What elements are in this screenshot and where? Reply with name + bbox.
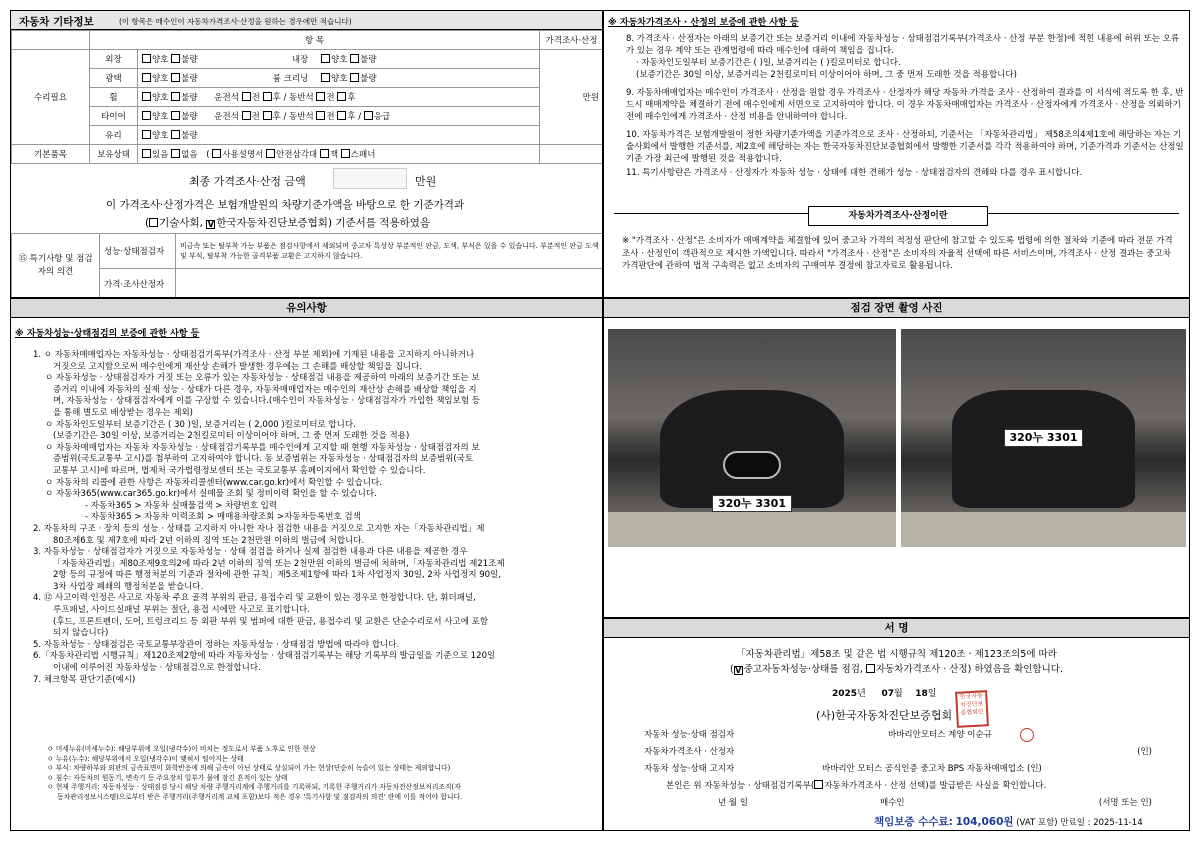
sign-parties: 자동차 성능·상태 점검자 바바리안모터스 계양 이순규 자동차가격조사 · 산정자 (인) 자동차 성능·상태 고지자 바바리안 모터스 공식인증 중고차 BPS 자동차매매업소 (인) 본인은 위 자동차성능 · 상태점검기록부( 자동차가격조사 · 산정 선택)를 발급받은 사실을 확인합니다. 년 월 일 매수인 (서명 또는 인): [644, 730, 1152, 808]
final-price-label: 최종 가격조사·산정 금액: [189, 175, 306, 188]
final-price-input[interactable]: [333, 168, 407, 189]
row-label: 타이어: [90, 107, 138, 126]
notice-line: 「자동차관리법」제80조제9호의2에 따라 2년 이하의 징역 또는 2천만원 이하의 벌금에 처하며,「자동차관리법 제21조제: [53, 558, 505, 569]
notice-line: 을 통해 별도로 배상받는 경우는 제외): [53, 407, 193, 418]
checkbox[interactable]: [142, 111, 151, 120]
possess-label: 보유상태: [90, 145, 138, 164]
checkbox[interactable]: [242, 92, 251, 101]
criteria-list: [47, 745, 603, 803]
sign-org: (사)한국자동차진단보증협회: [816, 709, 953, 722]
inspector-seal-icon: [1020, 728, 1034, 742]
checkbox-checked[interactable]: V: [207, 220, 214, 229]
checkbox[interactable]: [142, 73, 151, 82]
notice-line: ㅇ 자동차의 리콜에 관한 사항은 자동차리콜센터(www.car.go.kr)에서 확인할 수 있습니다.: [45, 477, 382, 488]
checkbox[interactable]: [320, 149, 329, 158]
price-definition-note: ※ "가격조사 · 산정"은 소비자가 매매계약을 체결함에 있어 중고차 가격의 적정성 판단에 참고할 수 있도록 법령에 의한 절차와 기준에 따라 전문 가격조사 · 산정인이 객관적으로 제시한 가액입니다. 따라서 "가격조사 · 산정"은 소비자의 자율적 선택에 따른 서비스이며, 가격조사 · 산정 결과는 중고차 가격판단에 관하여 법적 구속력은 없고 소비자의 구매여부 결정에 참고자료로 활용됩니다.: [622, 236, 1173, 271]
checkbox[interactable]: [866, 664, 875, 673]
guarantee-p8: 8. 가격조사 · 산정자는 아래의 보증기간 또는 보증거리 이내에 자동차성능 · 상태점검기록부(가격조사 · 산정 부분 한정)에 적힌 내용에 허위 또는 오류가 있는 경우 계약 또는 관계법령에 따라 매수인에 대하여 책임을 집니다.: [626, 34, 1180, 56]
checkbox-checked[interactable]: V: [735, 666, 742, 675]
plate-rear: 320누 3301: [1004, 429, 1084, 446]
notice-line: 증범위(국토교통부 고시)를 첨부하여 고지하여야 합니다. 동 보증범위는 자동차성능 · 상태점검자의 보증범위(국토: [53, 454, 474, 465]
criteria-line: ㅇ 미세누유(미세누수): 해당부위에 오일(냉각수)이 비치는 정도로서 부품 노후로 인한 현상: [47, 745, 316, 753]
checkbox[interactable]: [142, 130, 151, 139]
notice-line: (후드, 프론트펜더, 도어, 트렁크리드 등 외판 부위 및 범퍼에 대한 판금, 용접수리 및 교환은 단순수리로서 사고에 포함: [53, 616, 489, 627]
checkbox[interactable]: [266, 149, 275, 158]
signature-title: 서 명: [604, 619, 1189, 638]
expiry-date: 만료일 : 2025-11-14: [1060, 818, 1143, 828]
final-price-unit: 만원: [415, 175, 437, 188]
criteria-line: 동차관리정보시스템)으로부터 받은 주행거리(주행거리계 교체 포함)보다 적은 경우 '특기사항 및 점검자의 의견' 란에 이를 적어야 합니다.: [57, 792, 463, 801]
checkbox[interactable]: [316, 111, 325, 120]
sign-date: 2025년 07월 18일: [832, 689, 937, 699]
notice-title: 유의사항: [11, 299, 602, 318]
notice-line: ㅇ 자동차인도일부터 보증기간은 ( 30 )일, 보증거리는 ( 2,000 )킬로미터로 합니다.: [45, 419, 356, 430]
row-label: 외장: [90, 50, 138, 69]
notice-line: - 자동차365 > 자동차 이력조회 > 매매용차량조회 >자동차등록번호 검색: [85, 512, 361, 523]
row-options: 양호 불량 내장 양호 불량: [138, 50, 540, 69]
checkbox[interactable]: [321, 54, 330, 63]
row-options: 양호 불량 룸 크리닝 양호 불량: [138, 69, 540, 88]
front-photo: [608, 329, 896, 547]
checkbox[interactable]: [171, 111, 180, 120]
fee-label: 책임보증 수수료:: [874, 816, 953, 828]
row-options: 양호 불량 운전석 전 후 / 동반석 전 후 / 응급: [138, 107, 540, 126]
photo-panel: [603, 298, 1190, 618]
perf-inspector-text: 비금속 또는 탈부착 가능 부품은 점검사항에서 제외되며 중고차 특성상 부분적인 판금, 도색, 부식은 있을 수 있습니다. 부분적인 판금 도색 및 부식, 탈부착 가능한 골격부품 교환은 고지하지 않습니다.: [176, 234, 604, 269]
guarantee-p11: 11. 특기사항란은 가격조사 · 산정자가 자동차 성능 · 상태에 대한 견해가 성능 · 상태점검자의 견해와 다를 경우 표시합니다.: [626, 168, 1083, 178]
fee-value: 104,060원: [955, 816, 1014, 828]
notice-line: - 자동차365 > 자동차 실매물검색 > 차량번호 입력: [85, 500, 278, 511]
pricer-label: 가격·조사산정자: [100, 269, 176, 299]
row-options: 양호 불량 운전석 전 후 / 동반석 전 후: [138, 88, 540, 107]
price-guarantee-panel: [603, 10, 1190, 298]
notice-line: 6.「자동차관리법 시행규칙」제120조제2항에 따라 자동차성능 · 상태점검기록부는 해당 기록부의 발급일을 기준으로 120일: [33, 651, 496, 662]
criteria-line: ㅇ 부식: 차량하부와 외판의 금속표면이 화학반응에 의해 금속이 아닌 상태로 상실되어 가는 현상(단순히 녹슬어 있는 상태는 제외합니다): [47, 764, 451, 773]
notice-line: 5. 자동차성능 · 상태점검은 국토교통부장관이 정하는 자동차성능 · 상태점검 방법에 따라야 합니다.: [33, 639, 400, 650]
col-price-header: 가격조사·산정: [540, 31, 604, 50]
checkbox[interactable]: [350, 54, 359, 63]
notice-line: 2. 자동차의 구조 · 장치 등의 성능 · 상태를 고지하지 아니한 자나 점검한 내용을 거짓으로 고지한 자는「자동차관리법」제: [33, 523, 485, 534]
sign-line2: (V 중고자동차성능·상태를 점검, 자동차가격조사 · 산정) 하였음을 확인합니다.: [730, 664, 1063, 675]
checkbox[interactable]: [321, 73, 330, 82]
org-seal-stamp: 한국자동차진단보증협회인: [955, 690, 989, 728]
criteria-line: ㅇ 누유(누수): 해당부위에서 오일(냉각수)이 맺혀서 떨어지는 상태: [47, 754, 244, 763]
row-options: 양호 불량: [138, 126, 540, 145]
notice-line: 이내에 이루어진 자동차성능 · 상태점검으로 한정합니다.: [53, 663, 261, 674]
checkbox[interactable]: [149, 218, 158, 227]
notice-line: ㅇ 자동차365(www.car365.go.kr)에서 실매물 조회 및 정비이력 확인을 할 수 있습니다.: [45, 489, 377, 500]
row-label: 유리: [90, 126, 138, 145]
fee-vat: (VAT 포함): [1016, 818, 1058, 828]
guarantee-body: [626, 33, 1186, 179]
notice-line: 3. 자동차성능 · 상태점검자가 거짓으로 자동차성능 · 상태 점검을 하거나 실제 점검한 내용과 다른 내용을 제공한 경우: [33, 547, 468, 558]
notice-subtitle: ※ 자동차성능·상태점검의 보증에 관한 사항 등: [15, 329, 200, 339]
extra-info-header: [11, 11, 602, 30]
possess-options: 있음 없음 ( 사용설명서 안전삼각대 잭 스패너: [138, 145, 540, 164]
criteria-line: ㅇ 침수: 자동차의 원동기, 변속기 등 주요장치 일부가 물에 잠긴 흔적이 있는 상태: [47, 773, 288, 782]
final-price-block: [11, 163, 602, 233]
price-unit: 만원: [540, 50, 604, 145]
guarantee-p8b: (보증기간은 30일 이상, 보증거리는 2천킬로미터 이상이어야 하며, 그 중 먼저 도래한 것을 적용합니다): [636, 70, 1017, 80]
checkbox[interactable]: [263, 92, 272, 101]
checkbox[interactable]: [341, 149, 350, 158]
sign-line1: 「자동차관리법」제58조 및 같은 법 시행규칙 제120조 · 제123조의5에 따라: [736, 649, 1057, 660]
opinion-label: ⑮ 특기사항 및 점검자의 의견: [12, 234, 100, 299]
criteria-line: ㅇ 현재 주행거리: 자동차성능 · 상태점검 당시 해당 차량 주행거리계에 주행거리를 기록하되, 기록한 주행거리가 자동차전산정보처리조직(자: [47, 783, 461, 792]
notice-line: 증거리 이내에 자동차의 실제 성능 · 상태가 다른 경우, 자동차매매업자는 매수인의 재산상 손해를 배상할 책임을 지: [53, 384, 477, 395]
extra-info-note: (이 항목은 매수인이 자동차가격조사·산정을 원하는 경우에만 적습니다): [119, 17, 352, 26]
notice-line: ㅇ 자동차성능 · 상태점검자가 거짓 또는 오류가 있는 자동차성능 · 상태점검 내용을 제공하여 아래의 보증기간 또는 보: [45, 373, 480, 384]
notice-line: 1. ㅇ 자동차매매업자는 자동차성능 · 상태점검기록부(가격조사 · 산정 부분 제외)에 기재된 내용을 고지하지 아니하거나: [33, 350, 475, 360]
notice-line: ㅇ 자동차매매업자는 자동차 자동차성능 · 상태점검기록부를 매수인에게 고지할 때 현행 자동차성능 · 상태점검자의 보: [45, 442, 480, 453]
checkbox[interactable]: [171, 54, 180, 63]
basic-items-label: 기본품목: [12, 145, 90, 164]
price-definition-box-title: 자동차가격조사·산정이란: [808, 206, 988, 226]
notice-line: 2항 등의 규정에 따른 행정처분의 기준과 절차에 관한 규칙」제5조제1항에 따라 1차 사업정지 30일, 2차 사업정지 90일,: [53, 570, 501, 581]
checkbox[interactable]: [242, 111, 251, 120]
notice-line: 4. ⑫ 사고이력 인정은 사고로 자동차 주요 골격 부위의 판금, 용접수리 및 교환이 있는 경우로 한정합니다. 단, 휘더패널,: [33, 593, 476, 604]
notice-line: 루프패널, 사이드실패널 부위는 절단, 용접 시에만 사고로 표기합니다.: [53, 605, 310, 616]
checkbox[interactable]: [171, 130, 180, 139]
notice-line: (보증기간은 30일 이상, 보증거리는 2천킬로미터 이상이어야 하며, 그 중 먼저 도래한 것을 적용): [53, 431, 410, 442]
checkbox[interactable]: [171, 73, 180, 82]
notice-panel: [10, 298, 603, 831]
std-line2: ( 기술사회, V 한국자동차진단보증협회) 기준서를 적용하였음: [145, 217, 431, 229]
guarantee-p10: 10. 자동차가격은 보험개발원이 정한 차량기준가액을 기준가격으로 조사 · 산정하되, 기준서는 「자동차관리법」 제58조의4제1호에 해당하는 자는 기술사회에서 발행한 기준서를, 제2호에 해당하는 자는 한국자동차진단보증협회에서 발행한 기준서를 각각 적용하여야 하며, 기준가격과 기준서는 산정일 기준 가장 최근에 발행된 것을 적용합니다.: [626, 130, 1184, 164]
checkbox[interactable]: [337, 111, 346, 120]
checkbox[interactable]: [142, 92, 151, 101]
checkbox[interactable]: [337, 92, 346, 101]
extra-info-title: 자동차 기타정보: [19, 16, 94, 28]
checkbox[interactable]: [814, 780, 823, 789]
notice-line: 거짓으로 고지함으로써 매수인에게 재산상 손해가 발생한 경우에는 그 손해를 배상할 책임을 집니다.: [53, 361, 423, 372]
grille-shape: [723, 451, 781, 479]
col-item-header: 항 목: [90, 31, 540, 50]
notice-line: 며, 자동차성능 · 상태점검자에게 이를 구상할 수 있습니다.(매수인이 자동차성능 · 상태점검자가 가입한 책임보험 등: [53, 396, 480, 407]
std-line1: 이 가격조사·산정가격은 보험개발원의 차량기준가액을 바탕으로 한 기준가격과: [106, 199, 465, 211]
checkbox[interactable]: [350, 73, 359, 82]
repair-label: 수리필요: [12, 50, 90, 145]
notice-line: 되지 않습니다): [53, 628, 109, 639]
row-label: 광택: [90, 69, 138, 88]
notice-line: 3차 사업장 폐쇄의 행정처분을 받습니다.: [53, 581, 204, 592]
vehicle-extra-info-panel: [10, 10, 603, 298]
checkbox[interactable]: [171, 149, 180, 158]
checkbox[interactable]: [171, 92, 180, 101]
opinion-table: [11, 233, 603, 298]
notice-line: 80조제6호 및 제7호에 따라 2년 이하의 징역 또는 2천만원 이하의 벌금에 처합니다.: [53, 535, 365, 546]
plate-front: 320누 3301: [712, 495, 793, 512]
rear-photo: [901, 329, 1186, 547]
row-label: 휠: [90, 88, 138, 107]
notice-line: 7. 체크항목 판단기준(예시): [33, 674, 136, 685]
checkbox[interactable]: [364, 111, 373, 120]
checkbox[interactable]: [142, 149, 151, 158]
guarantee-p9: 9. 자동차매매업자는 매수인이 가격조사 · 산정을 원할 경우 가격조사 · 산정자가 해당 자동차 가격을 조사 · 산정하여 결과를 이 서식에 적도록 한 후, 반드시 매매계약을 체결하기 전에 매수인에게 서면으로 고지하여야 합니다. 이 경우 자동차매매업자는 가격조사 · 산정자에게 가격조사 · 산정을 의뢰하기 전에 매수인에게 가격조사 · 산정 비용을 안내하여야 합니다.: [626, 88, 1184, 122]
checkbox[interactable]: [212, 149, 221, 158]
checkbox[interactable]: [316, 92, 325, 101]
checkbox[interactable]: [142, 54, 151, 63]
notice-line: 교통부 고시)에 따르며, 법제처 국가법령정보센터 또는 국토교통부 홈페이지에서 확인할 수 있습니다.: [53, 465, 426, 476]
guarantee-p8a: · 자동차인도일부터 보증기간은 ( )일, 보증거리는 ( )킬로미터로 합니다.: [636, 58, 901, 68]
fee-line: [874, 814, 1143, 829]
signature-panel: [603, 618, 1190, 831]
photo-title: 점검 장면 촬영 사진: [604, 299, 1189, 318]
extra-info-table: [11, 30, 603, 164]
perf-inspector-label: 성능·상태점검자: [100, 234, 176, 269]
notice-list: [33, 350, 599, 686]
guarantee-title: ※ 자동차가격조사 · 산정의 보증에 관한 사항 등: [608, 18, 799, 28]
checkbox[interactable]: [263, 111, 272, 120]
